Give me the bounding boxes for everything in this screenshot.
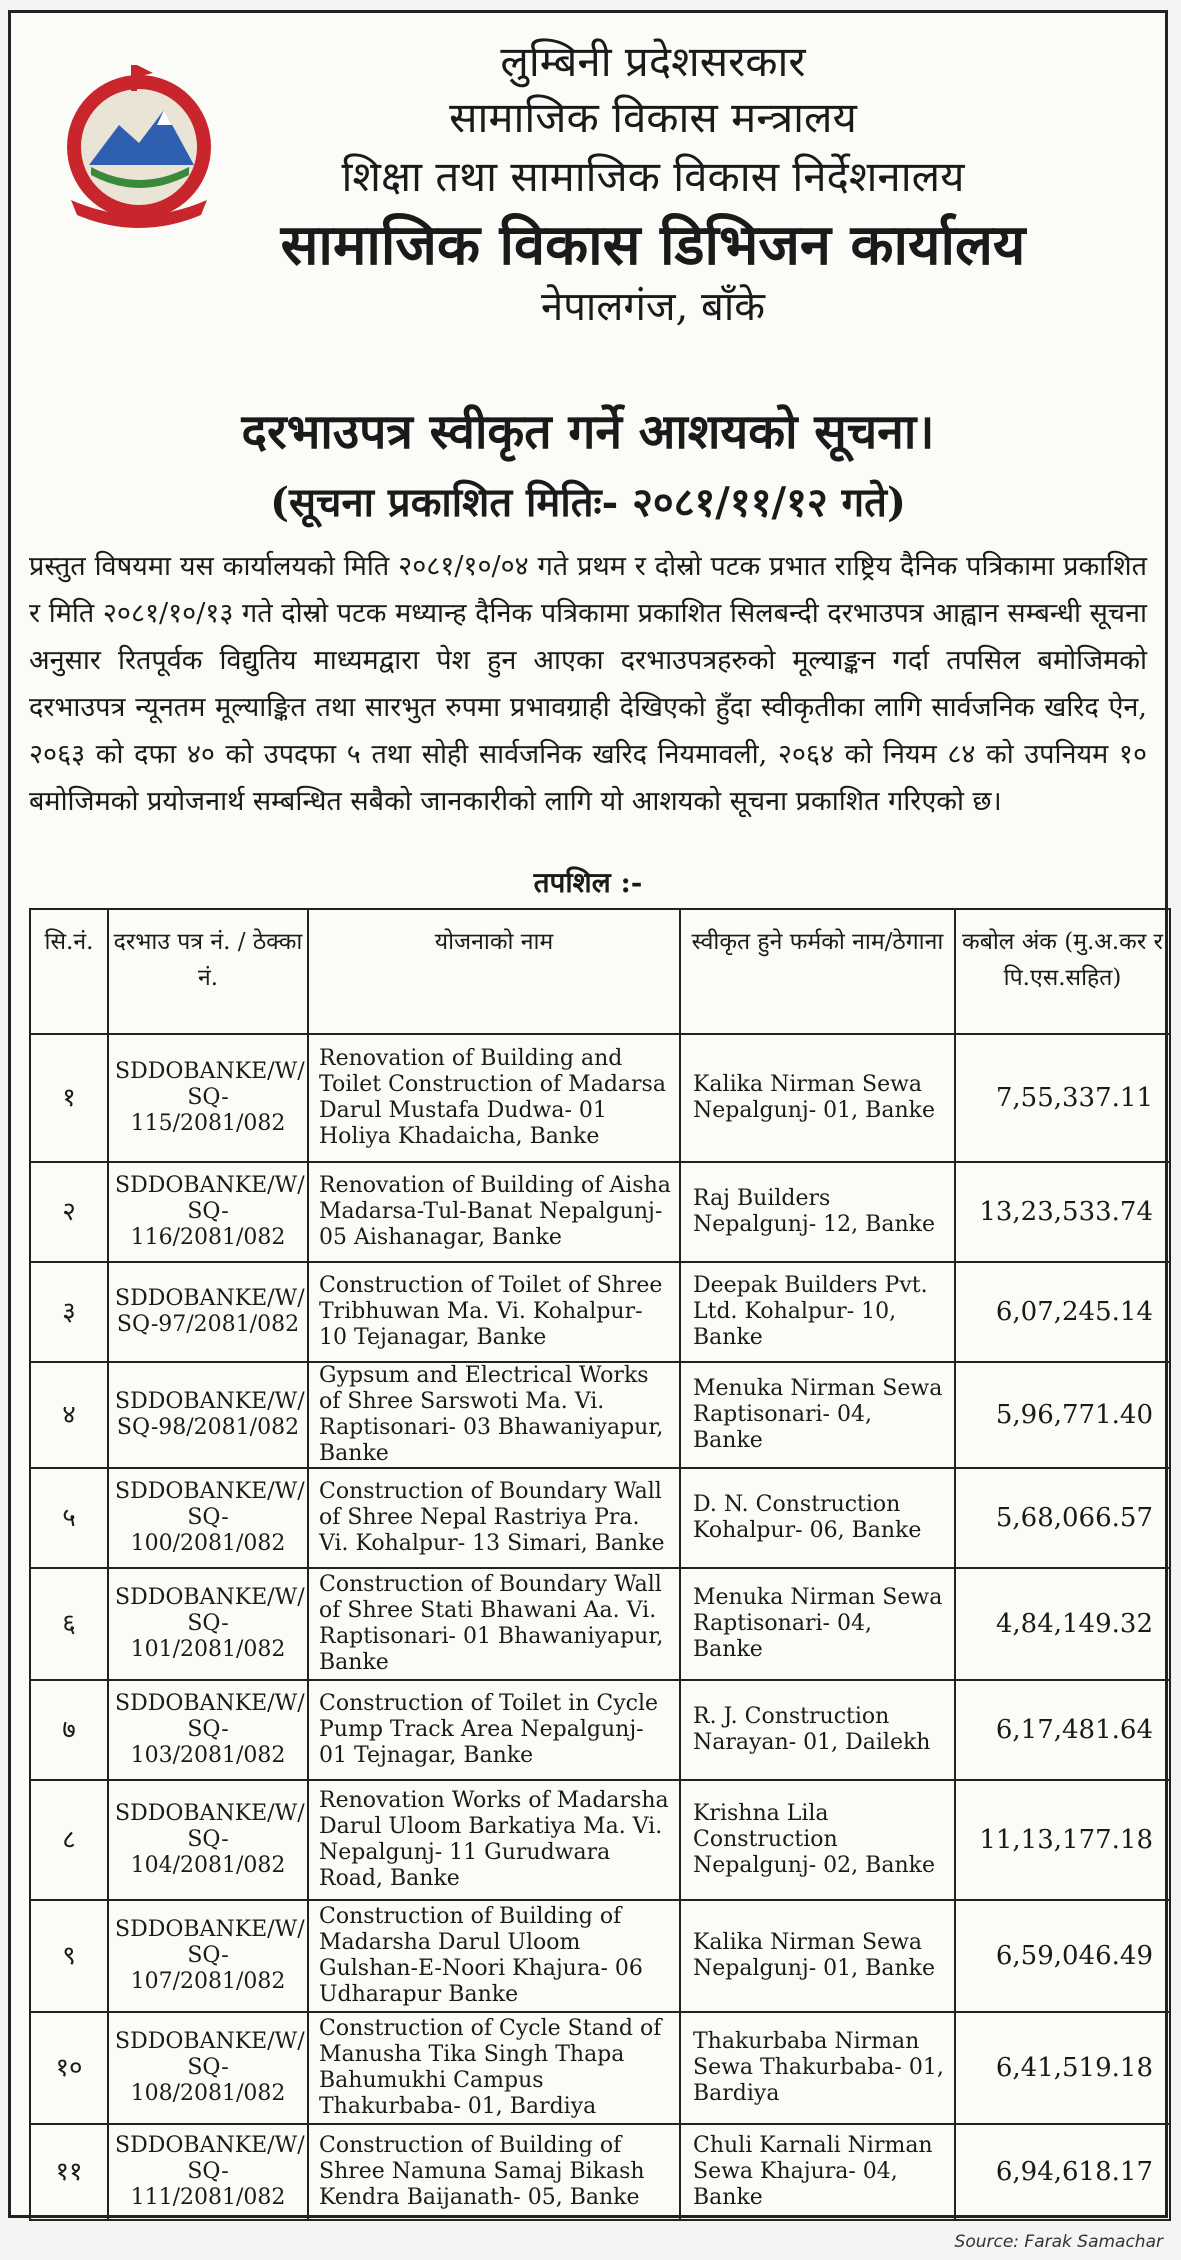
row-sn: १०	[30, 2012, 108, 2124]
row-sn: ११	[30, 2124, 108, 2220]
table-row	[30, 2124, 1170, 2220]
table-title: तपशिल :-	[533, 866, 643, 899]
row-amount: 7,55,337.11	[955, 1034, 1170, 1162]
row-project: Construction of Boundary Wall of Shree Stati Bhawani Aa. Vi. Raptisonari- 01 Bhawaniyapur, Banke	[308, 1568, 680, 1680]
row-sn: २	[30, 1162, 108, 1262]
publish-date: (सूचना प्रकाशित मितिः- २०८१/११/१२ गते)	[270, 479, 906, 526]
row-ref: SDDOBANKE/W/ SQ-107/2081/082	[108, 1900, 308, 2012]
table-row	[30, 1780, 1170, 1900]
row-sn: ७	[30, 1680, 108, 1780]
row-amount: 11,13,177.18	[955, 1780, 1170, 1900]
table-header-row	[30, 909, 1170, 1034]
row-firm: D. N. Construction Kohalpur- 06, Banke	[680, 1468, 955, 1568]
row-amount: 6,17,481.64	[955, 1680, 1170, 1780]
row-ref: SDDOBANKE/W/ SQ-104/2081/082	[108, 1780, 308, 1900]
header	[161, 33, 1145, 331]
table-row	[30, 1900, 1170, 2012]
row-sn: ५	[30, 1468, 108, 1568]
row-ref: SDDOBANKE/W/ SQ-97/2081/082	[108, 1262, 308, 1362]
contract-table	[29, 908, 1171, 2221]
row-firm: Menuka Nirman Sewa Raptisonari- 04, Banke	[680, 1568, 955, 1680]
row-sn: १	[30, 1034, 108, 1162]
header-amount: कबोल अंक (मु.अ.कर र पि.एस.सहित)	[955, 909, 1170, 1034]
row-firm: Deepak Builders Pvt. Ltd. Kohalpur- 10, Banke	[680, 1262, 955, 1362]
row-ref: SDDOBANKE/W/ SQ-103/2081/082	[108, 1680, 308, 1780]
office-location: नेपालगंज, बाँके	[541, 284, 765, 331]
row-amount: 4,84,149.32	[955, 1568, 1170, 1680]
row-amount: 13,23,533.74	[955, 1162, 1170, 1262]
table-row	[30, 2012, 1170, 2124]
row-firm: Kalika Nirman Sewa Nepalgunj- 01, Banke	[680, 1034, 955, 1162]
table-row	[30, 1680, 1170, 1780]
table-row	[30, 1468, 1170, 1568]
row-project: Gypsum and Electrical Works of Shree Sarswoti Ma. Vi. Raptisonari- 03 Bhawaniyapur, Banke	[308, 1362, 680, 1468]
row-firm: Chuli Karnali Nirman Sewa Khajura- 04, Banke	[680, 2124, 955, 2220]
table-row	[30, 1034, 1170, 1162]
source-credit: Source: Farak Samachar	[954, 2232, 1163, 2252]
row-firm: Menuka Nirman Sewa Raptisonari- 04, Banke	[680, 1362, 955, 1468]
row-sn: ३	[30, 1262, 108, 1362]
header-firm: स्वीकृत हुने फर्मको नाम/ठेगाना	[680, 909, 955, 1034]
row-sn: ४	[30, 1362, 108, 1468]
table-row	[30, 1568, 1170, 1680]
row-ref: SDDOBANKE/W/ SQ-115/2081/082	[108, 1034, 308, 1162]
row-amount: 5,96,771.40	[955, 1362, 1170, 1468]
row-amount: 6,59,046.49	[955, 1900, 1170, 2012]
row-sn: ९	[30, 1900, 108, 2012]
row-project: Construction of Cycle Stand of Manusha Tika Singh Thapa Bahumukhi Campus Thakurbaba- 01, Bardiya	[308, 2012, 680, 2124]
row-project: Renovation of Building and Toilet Construction of Madarsa Darul Mustafa Dudwa- 01 Holiya Khadaicha, Banke	[308, 1034, 680, 1162]
row-project: Renovation of Building of Aisha Madarsa-Tul-Banat Nepalgunj- 05 Aishanagar, Banke	[308, 1162, 680, 1262]
notice-body: प्रस्तुत विषयमा यस कार्यालयको मिति २०८१/१०/०४ गते प्रथम र दोस्रो पटक प्रभात राष्ट्रिय दैनिक पत्रिकामा प्रकाशित र मिति २०८१/१०/१३ गते दोस्रो पटक मध्यान्ह दैनिक पत्रिकामा प्रकाशित सिलबन्दी दरभाउपत्र आह्वान सम्बन्धी सूचना अनुसार रितपूर्वक विद्युतिय माध्यमद्वारा पेश हुन आएका दरभाउपत्रहरुको मूल्याङ्कन गर्दा तपसिल बमोजिमको दरभाउपत्र न्यूनतम मूल्याङ्कित तथा सारभुत रुपमा प्रभावग्राही देखिएको हुँदा स्वीकृतीका लागि सार्वजनिक खरिद ऐन, २०६३ को दफा ४० को उपदफा ५ तथा सोही सार्वजनिक खरिद नियमावली, २०६४ को नियम ८४ को उपनियम १० बमोजिमको प्रयोजनार्थ सम्बन्धित सबैको जानकारीको लागि यो आशयको सूचना प्रकाशित गरिएको छ।	[29, 551, 1147, 817]
row-sn: ८	[30, 1780, 108, 1900]
row-ref: SDDOBANKE/W/ SQ-111/2081/082	[108, 2124, 308, 2220]
office-name: सामाजिक विकास डिभिजन कार्यालय	[280, 212, 1026, 279]
row-project: Construction of Building of Shree Namuna Samaj Bikash Kendra Baijanath- 05, Banke	[308, 2124, 680, 2220]
row-amount: 6,41,519.18	[955, 2012, 1170, 2124]
table-row	[30, 1362, 1170, 1468]
row-ref: SDDOBANKE/W/ SQ-101/2081/082	[108, 1568, 308, 1680]
directorate-name: शिक्षा तथा सामाजिक विकास निर्देशनालय	[341, 151, 965, 201]
header-sn: सि.नं.	[30, 909, 108, 1034]
row-firm: Raj Builders Nepalgunj- 12, Banke	[680, 1162, 955, 1262]
row-project: Renovation Works of Madarsha Darul Uloom Barkatiya Ma. Vi. Nepalgunj- 11 Gurudwara Road, Banke	[308, 1780, 680, 1900]
row-project: Construction of Boundary Wall of Shree Nepal Rastriya Pra. Vi. Kohalpur- 13 Simari, Banke	[308, 1468, 680, 1568]
row-amount: 6,94,618.17	[955, 2124, 1170, 2220]
row-ref: SDDOBANKE/W/ SQ-100/2081/082	[108, 1468, 308, 1568]
row-project: Construction of Toilet in Cycle Pump Track Area Nepalgunj- 01 Tejnagar, Banke	[308, 1680, 680, 1780]
province-government: लुम्बिनी प्रदेशसरकार	[500, 37, 806, 86]
row-ref: SDDOBANKE/W/ SQ-98/2081/082	[108, 1362, 308, 1468]
ministry-name: सामाजिक विकास मन्त्रालय	[449, 93, 857, 143]
notice-title: दरभाउपत्र स्वीकृत गर्ने आशयको सूचना।	[241, 404, 935, 460]
table-row	[30, 1162, 1170, 1262]
row-firm: Kalika Nirman Sewa Nepalgunj- 01, Banke	[680, 1900, 955, 2012]
row-firm: Thakurbaba Nirman Sewa Thakurbaba- 01, Bardiya	[680, 2012, 955, 2124]
header-project: योजनाको नाम	[308, 909, 680, 1034]
row-amount: 5,68,066.57	[955, 1468, 1170, 1568]
row-ref: SDDOBANKE/W/ SQ-108/2081/082	[108, 2012, 308, 2124]
row-project: Construction of Building of Madarsha Darul Uloom Gulshan-E-Noori Khajura- 06 Udharapur Banke	[308, 1900, 680, 2012]
row-sn: ६	[30, 1568, 108, 1680]
row-amount: 6,07,245.14	[955, 1262, 1170, 1362]
row-firm: Krishna Lila Construction Nepalgunj- 02, Banke	[680, 1780, 955, 1900]
row-firm: R. J. Construction Narayan- 01, Dailekh	[680, 1680, 955, 1780]
notice-frame	[8, 10, 1168, 2218]
table-row	[30, 1262, 1170, 1362]
header-ref: दरभाउ पत्र नं. / ठेक्का नं.	[108, 909, 308, 1034]
row-project: Construction of Toilet of Shree Tribhuwan Ma. Vi. Kohalpur- 10 Tejanagar, Banke	[308, 1262, 680, 1362]
row-ref: SDDOBANKE/W/ SQ-116/2081/082	[108, 1162, 308, 1262]
